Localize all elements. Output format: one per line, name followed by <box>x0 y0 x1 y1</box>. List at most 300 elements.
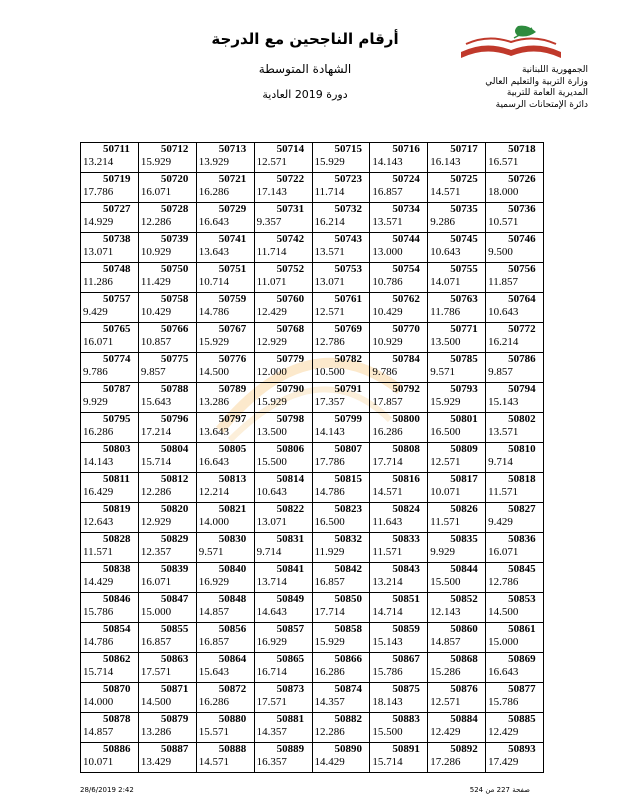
candidate-score: 12.429 <box>488 726 519 738</box>
candidate-number: 50833 <box>392 533 420 545</box>
candidate-number: 50820 <box>160 503 189 515</box>
candidate-number: 50727 <box>103 203 131 215</box>
candidate-number: 50752 <box>276 263 305 275</box>
result-cell <box>254 413 312 443</box>
candidate-score: 17.143 <box>256 186 287 198</box>
candidate-score: 14.143 <box>372 156 403 168</box>
candidate-number: 50805 <box>218 443 247 455</box>
candidate-score: 16.286 <box>372 426 403 438</box>
result-cell <box>254 263 312 293</box>
candidate-score: 12.929 <box>256 336 287 348</box>
result-cell <box>312 383 370 413</box>
candidate-number: 50713 <box>218 143 247 155</box>
candidate-number: 50839 <box>160 563 189 575</box>
candidate-number: 50859 <box>392 623 420 635</box>
candidate-score: 15.571 <box>198 726 229 738</box>
result-cell <box>486 743 544 773</box>
result-cell <box>312 323 370 353</box>
candidate-number: 50797 <box>218 413 247 425</box>
page-title: أرقام الناجحين مع الدرجة <box>211 30 399 48</box>
candidate-score: 17.214 <box>140 426 172 438</box>
candidate-number: 50712 <box>160 143 189 155</box>
result-cell <box>370 203 428 233</box>
candidate-number: 50751 <box>218 263 247 275</box>
candidate-score: 15.786 <box>372 666 403 678</box>
result-cell <box>486 203 544 233</box>
result-cell <box>428 473 486 503</box>
candidate-score: 9.571 <box>198 546 224 558</box>
candidate-score: 13.214 <box>83 156 114 168</box>
candidate-score: 14.357 <box>256 726 287 738</box>
result-cell <box>196 323 254 353</box>
candidate-number: 50882 <box>334 713 362 725</box>
result-cell <box>138 173 196 203</box>
candidate-number: 50722 <box>276 173 305 185</box>
result-cell <box>370 743 428 773</box>
candidate-number: 50768 <box>276 323 305 335</box>
candidate-score: 17.571 <box>256 696 287 708</box>
org-line-2: وزارة التربية والتعليم العالي <box>485 76 588 87</box>
result-cell <box>254 743 312 773</box>
candidate-score: 10.643 <box>430 246 461 258</box>
candidate-score: 16.929 <box>198 576 229 588</box>
candidate-number: 50734 <box>392 203 420 215</box>
candidate-score: 16.857 <box>198 636 229 648</box>
result-cell <box>81 713 139 743</box>
candidate-score: 17.571 <box>140 666 172 678</box>
result-cell <box>196 263 254 293</box>
result-cell <box>312 293 370 323</box>
candidate-number: 50791 <box>334 383 362 395</box>
candidate-score: 12.143 <box>430 606 461 618</box>
candidate-number: 50867 <box>392 653 420 665</box>
result-cell <box>428 353 486 383</box>
result-cell <box>254 713 312 743</box>
candidate-score: 14.500 <box>198 366 229 378</box>
candidate-score: 13.643 <box>198 246 229 258</box>
result-cell <box>254 203 312 233</box>
candidate-number: 50758 <box>160 293 189 305</box>
candidate-score: 15.929 <box>430 396 461 408</box>
candidate-number: 50841 <box>276 563 305 575</box>
table-row <box>81 173 544 203</box>
result-cell <box>196 743 254 773</box>
candidate-number: 50847 <box>160 593 189 605</box>
candidate-score: 12.429 <box>430 726 461 738</box>
candidate-score: 12.571 <box>256 156 287 168</box>
candidate-score: 16.857 <box>140 636 172 648</box>
result-cell <box>486 413 544 443</box>
result-cell <box>254 173 312 203</box>
candidate-number: 50804 <box>160 443 189 455</box>
candidate-number: 50842 <box>334 563 362 575</box>
candidate-number: 50711 <box>103 143 130 155</box>
candidate-score: 13.071 <box>83 246 114 258</box>
candidate-score: 12.429 <box>256 306 287 318</box>
candidate-number: 50739 <box>160 233 189 245</box>
result-cell <box>428 743 486 773</box>
result-cell <box>138 323 196 353</box>
candidate-number: 50743 <box>334 233 362 245</box>
candidate-score: 12.357 <box>140 546 172 558</box>
candidate-number: 50814 <box>276 473 305 485</box>
candidate-number: 50892 <box>450 743 478 755</box>
result-cell <box>370 383 428 413</box>
candidate-score: 12.786 <box>314 336 345 348</box>
result-cell <box>138 353 196 383</box>
candidate-score: 9.929 <box>83 396 108 408</box>
candidate-score: 16.714 <box>256 666 287 678</box>
candidate-number: 50741 <box>218 233 247 245</box>
result-cell <box>138 713 196 743</box>
candidate-score: 9.571 <box>430 366 455 378</box>
result-cell <box>370 293 428 323</box>
result-cell <box>486 383 544 413</box>
result-cell <box>254 653 312 683</box>
result-cell <box>370 683 428 713</box>
result-cell <box>312 623 370 653</box>
ministry-name-block <box>438 65 588 111</box>
candidate-number: 50775 <box>160 353 189 365</box>
candidate-score: 16.429 <box>83 486 114 498</box>
candidate-score: 12.929 <box>140 516 172 528</box>
candidate-score: 10.643 <box>256 486 287 498</box>
candidate-score: 15.000 <box>488 636 519 648</box>
candidate-score: 12.286 <box>140 486 172 498</box>
result-cell <box>428 413 486 443</box>
candidate-score: 16.286 <box>198 696 229 708</box>
result-cell <box>81 413 139 443</box>
result-cell <box>312 683 370 713</box>
result-cell <box>486 533 544 563</box>
table-row <box>81 533 544 563</box>
candidate-score: 13.214 <box>372 576 403 588</box>
result-cell <box>428 563 486 593</box>
table-row <box>81 443 544 473</box>
candidate-score: 12.643 <box>83 516 114 528</box>
result-cell <box>254 503 312 533</box>
result-cell <box>196 653 254 683</box>
result-cell <box>196 683 254 713</box>
candidate-number: 50819 <box>103 503 131 515</box>
result-cell <box>254 353 312 383</box>
candidate-score: 16.214 <box>488 336 519 348</box>
candidate-score: 14.000 <box>83 696 114 708</box>
result-cell <box>486 653 544 683</box>
candidate-number: 50782 <box>334 353 362 365</box>
result-cell <box>81 233 139 263</box>
candidate-number: 50811 <box>103 473 130 485</box>
candidate-number: 50840 <box>218 563 247 575</box>
candidate-score: 12.286 <box>140 216 172 228</box>
candidate-score: 15.000 <box>140 606 172 618</box>
candidate-number: 50806 <box>276 443 305 455</box>
result-cell <box>254 293 312 323</box>
candidate-number: 50793 <box>450 383 478 395</box>
candidate-number: 50809 <box>450 443 478 455</box>
candidate-score: 9.857 <box>140 366 166 378</box>
candidate-score: 11.857 <box>488 276 518 288</box>
candidate-number: 50823 <box>334 503 362 515</box>
result-cell <box>81 443 139 473</box>
candidate-score: 15.929 <box>314 156 345 168</box>
candidate-number: 50732 <box>334 203 362 215</box>
candidate-number: 50818 <box>508 473 536 485</box>
candidate-number: 50891 <box>392 743 420 755</box>
result-cell <box>81 203 139 233</box>
candidate-number: 50876 <box>450 683 478 695</box>
result-cell <box>81 173 139 203</box>
candidate-score: 13.500 <box>430 336 461 348</box>
candidate-number: 50890 <box>334 743 362 755</box>
candidate-score: 10.071 <box>83 756 114 768</box>
candidate-number: 50850 <box>334 593 362 605</box>
candidate-score: 10.643 <box>488 306 519 318</box>
candidate-score: 15.643 <box>198 666 229 678</box>
result-cell <box>81 293 139 323</box>
candidate-number: 50760 <box>276 293 305 305</box>
candidate-number: 50816 <box>392 473 420 485</box>
candidate-score: 15.929 <box>256 396 287 408</box>
candidate-number: 50817 <box>450 473 478 485</box>
candidate-number: 50836 <box>508 533 536 545</box>
candidate-score: 9.857 <box>488 366 513 378</box>
candidate-score: 9.286 <box>430 216 455 228</box>
result-cell <box>138 233 196 263</box>
result-cell <box>428 443 486 473</box>
candidate-score: 10.071 <box>430 486 461 498</box>
result-cell <box>428 293 486 323</box>
candidate-number: 50870 <box>103 683 131 695</box>
result-cell <box>428 383 486 413</box>
result-cell <box>312 743 370 773</box>
candidate-score: 14.786 <box>83 636 114 648</box>
candidate-score: 12.214 <box>198 486 229 498</box>
candidate-number: 50753 <box>334 263 362 275</box>
candidate-score: 16.500 <box>430 426 461 438</box>
candidate-number: 50750 <box>160 263 189 275</box>
result-cell <box>370 233 428 263</box>
result-cell <box>196 713 254 743</box>
results-table <box>80 142 544 773</box>
candidate-score: 14.929 <box>83 216 114 228</box>
candidate-number: 50881 <box>276 713 305 725</box>
candidate-score: 13.286 <box>140 726 172 738</box>
candidate-score: 14.429 <box>314 756 345 768</box>
candidate-score: 15.714 <box>372 756 403 768</box>
result-cell <box>370 173 428 203</box>
result-cell <box>138 473 196 503</box>
table-row <box>81 143 544 173</box>
result-cell <box>486 173 544 203</box>
candidate-number: 50883 <box>392 713 420 725</box>
result-cell <box>81 143 139 173</box>
result-cell <box>428 173 486 203</box>
table-row <box>81 503 544 533</box>
candidate-number: 50748 <box>103 263 131 275</box>
candidate-score: 16.286 <box>314 666 345 678</box>
candidate-score: 13.071 <box>314 276 345 288</box>
candidate-score: 11.786 <box>430 306 461 318</box>
result-cell <box>254 683 312 713</box>
candidate-score: 9.500 <box>488 246 513 258</box>
result-cell <box>428 533 486 563</box>
result-cell <box>312 143 370 173</box>
candidate-score: 10.714 <box>198 276 229 288</box>
candidate-score: 14.857 <box>430 636 461 648</box>
candidate-score: 13.929 <box>198 156 229 168</box>
candidate-number: 50824 <box>392 503 420 515</box>
candidate-number: 50853 <box>508 593 536 605</box>
candidate-score: 11.429 <box>140 276 171 288</box>
candidate-number: 50864 <box>218 653 247 665</box>
candidate-number: 50880 <box>218 713 247 725</box>
candidate-number: 50889 <box>276 743 305 755</box>
candidate-score: 16.929 <box>256 636 287 648</box>
candidate-number: 50852 <box>450 593 478 605</box>
candidate-number: 50887 <box>160 743 189 755</box>
table-row <box>81 353 544 383</box>
candidate-number: 50885 <box>508 713 536 725</box>
candidate-number: 50769 <box>334 323 362 335</box>
result-cell <box>81 503 139 533</box>
candidate-score: 13.071 <box>256 516 287 528</box>
candidate-number: 50879 <box>160 713 189 725</box>
candidate-number: 50800 <box>392 413 420 425</box>
candidate-number: 50754 <box>392 263 420 275</box>
candidate-number: 50830 <box>218 533 247 545</box>
result-cell <box>138 623 196 653</box>
result-cell <box>138 383 196 413</box>
result-cell <box>370 713 428 743</box>
candidate-score: 15.714 <box>83 666 114 678</box>
candidate-number: 50835 <box>450 533 478 545</box>
result-cell <box>196 473 254 503</box>
candidate-score: 9.786 <box>83 366 108 378</box>
candidate-number: 50799 <box>334 413 362 425</box>
candidate-number: 50844 <box>450 563 478 575</box>
result-cell <box>486 233 544 263</box>
candidate-number: 50813 <box>218 473 247 485</box>
candidate-number: 50829 <box>160 533 189 545</box>
candidate-score: 12.000 <box>256 366 287 378</box>
candidate-score: 14.500 <box>488 606 519 618</box>
candidate-score: 11.071 <box>256 276 287 288</box>
candidate-score: 17.357 <box>314 396 345 408</box>
table-row <box>81 683 544 713</box>
result-cell <box>81 383 139 413</box>
candidate-score: 18.143 <box>372 696 403 708</box>
result-cell <box>254 533 312 563</box>
candidate-number: 50872 <box>218 683 247 695</box>
exam-session: دورة 2019 العادية <box>262 88 348 101</box>
candidate-score: 16.286 <box>83 426 114 438</box>
candidate-score: 12.571 <box>314 306 345 318</box>
candidate-number: 50802 <box>508 413 536 425</box>
candidate-score: 9.429 <box>83 306 108 318</box>
result-cell <box>81 683 139 713</box>
result-cell <box>138 263 196 293</box>
candidate-number: 50717 <box>450 143 478 155</box>
candidate-score: 14.429 <box>83 576 114 588</box>
candidate-number: 50774 <box>103 353 131 365</box>
result-cell <box>370 323 428 353</box>
result-cell <box>196 353 254 383</box>
table-row <box>81 473 544 503</box>
result-cell <box>138 503 196 533</box>
candidate-score: 13.571 <box>314 246 345 258</box>
candidate-score: 9.786 <box>372 366 398 378</box>
table-row <box>81 743 544 773</box>
candidate-number: 50761 <box>334 293 362 305</box>
candidate-number: 50845 <box>508 563 536 575</box>
candidate-number: 50803 <box>103 443 131 455</box>
candidate-score: 10.929 <box>140 246 172 258</box>
candidate-score: 9.357 <box>256 216 282 228</box>
candidate-number: 50744 <box>392 233 420 245</box>
candidate-score: 16.071 <box>83 336 114 348</box>
result-cell <box>254 143 312 173</box>
candidate-score: 10.929 <box>372 336 403 348</box>
candidate-score: 14.571 <box>372 486 403 498</box>
candidate-score: 9.429 <box>488 516 513 528</box>
candidate-number: 50779 <box>276 353 305 365</box>
result-cell <box>486 713 544 743</box>
org-line-4: دائرة الإمتحانات الرسمية <box>495 99 588 110</box>
candidate-score: 12.571 <box>430 696 461 708</box>
candidate-number: 50794 <box>508 383 536 395</box>
candidate-score: 13.500 <box>256 426 287 438</box>
candidate-score: 15.786 <box>83 606 114 618</box>
table-row <box>81 203 544 233</box>
candidate-score: 14.786 <box>198 306 229 318</box>
candidate-score: 16.143 <box>430 156 461 168</box>
table-row <box>81 323 544 353</box>
result-cell <box>81 593 139 623</box>
result-cell <box>81 323 139 353</box>
candidate-number: 50832 <box>334 533 362 545</box>
result-cell <box>81 533 139 563</box>
candidate-number: 50776 <box>218 353 247 365</box>
result-cell <box>138 533 196 563</box>
candidate-score: 16.357 <box>256 756 287 768</box>
candidate-score: 13.571 <box>488 426 519 438</box>
candidate-score: 15.643 <box>140 396 172 408</box>
candidate-number: 50861 <box>508 623 536 635</box>
result-cell <box>254 623 312 653</box>
result-cell <box>138 413 196 443</box>
result-cell <box>254 383 312 413</box>
candidate-number: 50851 <box>392 593 420 605</box>
candidate-score: 13.000 <box>372 246 403 258</box>
table-row <box>81 563 544 593</box>
candidate-score: 10.571 <box>488 216 519 228</box>
candidate-score: 14.857 <box>198 606 229 618</box>
candidate-number: 50878 <box>103 713 131 725</box>
result-cell <box>486 623 544 653</box>
candidate-number: 50772 <box>508 323 536 335</box>
result-cell <box>138 683 196 713</box>
candidate-score: 18.000 <box>488 186 519 198</box>
candidate-score: 15.500 <box>256 456 287 468</box>
result-cell <box>486 593 544 623</box>
result-cell <box>428 503 486 533</box>
result-cell <box>370 653 428 683</box>
candidate-number: 50875 <box>392 683 420 695</box>
candidate-number: 50838 <box>103 563 131 575</box>
candidate-number: 50765 <box>103 323 131 335</box>
result-cell <box>370 263 428 293</box>
